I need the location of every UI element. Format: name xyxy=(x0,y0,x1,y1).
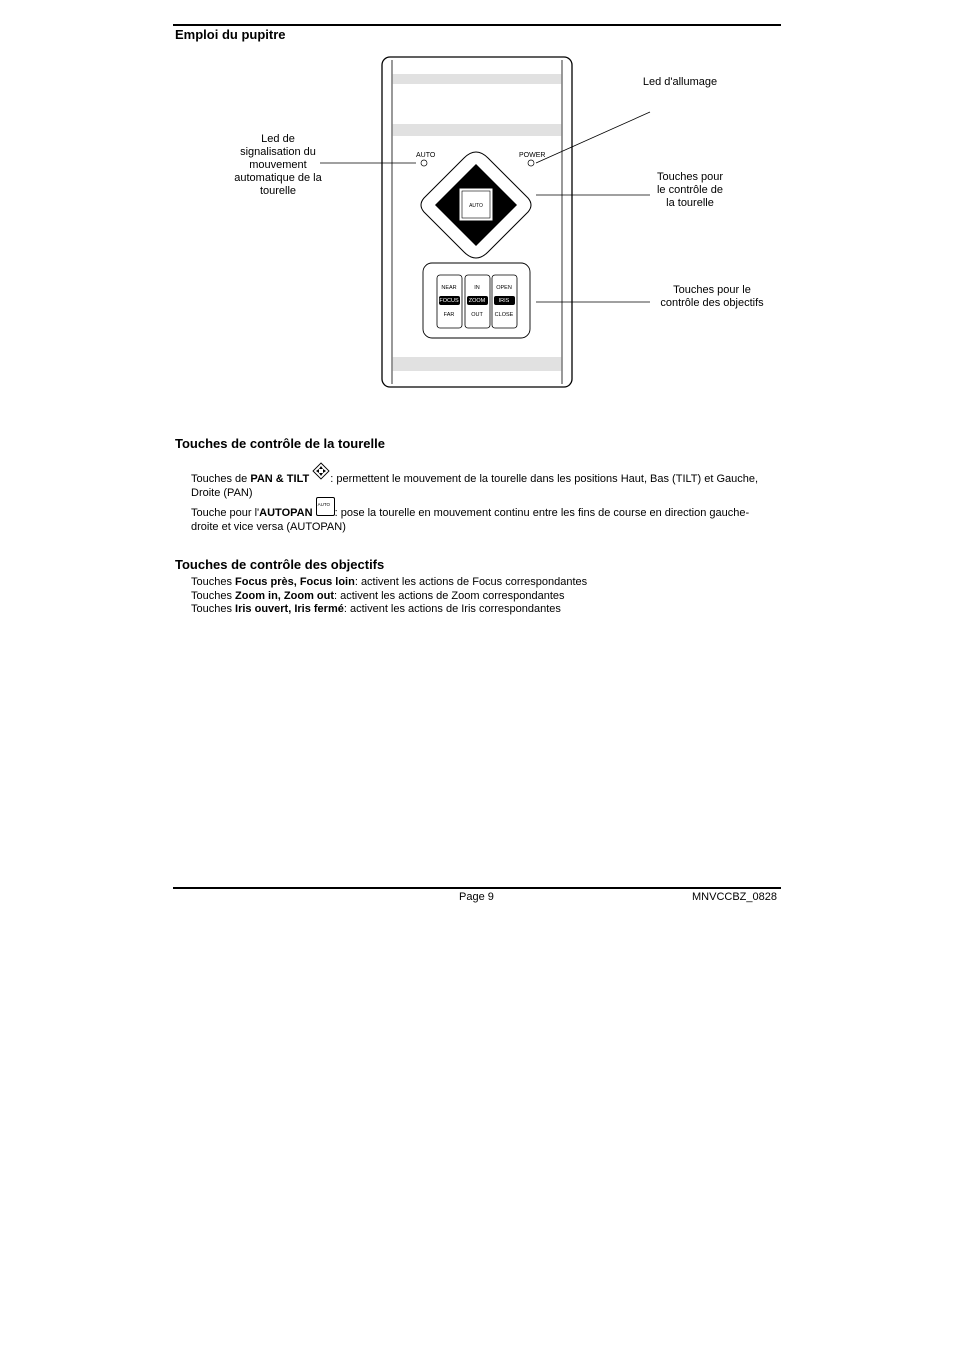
pan-tilt-icon xyxy=(312,462,330,480)
callout-power-led: Led d'allumage xyxy=(642,76,718,88)
zoom-out-label: OUT xyxy=(471,312,483,318)
lens-line-iris: Touches Iris ouvert, Iris fermé: activent les actions de Iris correspondantes xyxy=(191,603,561,615)
focus-label: FOCUS xyxy=(439,298,459,304)
callout-lens-keys: Touches pour le contrôle des objectifs xyxy=(660,284,764,309)
lens-line-focus: Touches Focus près, Focus loin: activent les actions de Focus correspondantes xyxy=(191,576,588,588)
focus-near-label: NEAR xyxy=(441,285,457,291)
power-led-label: POWER xyxy=(519,152,546,159)
iris-label: IRIS xyxy=(498,298,510,304)
autopan-key-label: AUTO xyxy=(469,203,483,209)
lens-lines xyxy=(191,576,791,617)
iris-close-label: CLOSE xyxy=(494,312,514,318)
bottom-grille xyxy=(392,358,562,370)
pan-tilt-paragraph: Touches de PAN & TILT : permettent le mouvement de la tourelle dans les positions Haut, Bas (TILT) et Gauche, Droite (PAN) xyxy=(191,462,791,500)
footer-doc-code: MNVCCBZ_0828 xyxy=(692,891,777,903)
section-title: Emploi du pupitre xyxy=(175,27,286,42)
footer-page-number: Page 9 xyxy=(459,891,494,903)
autopan-paragraph: Touche pour l'AUTOPAN AUTO : pose la tourelle en mouvement continu entre les fins de course en direction gauche- droite et vice versa (AUTOPAN) xyxy=(191,497,791,534)
zoom-in-label: IN xyxy=(474,285,480,291)
lens-section-title: Touches de contrôle des objectifs xyxy=(175,557,385,572)
auto-led-label: AUTO xyxy=(416,152,436,159)
focus-far-label: FAR xyxy=(443,312,455,318)
zoom-label: ZOOM xyxy=(468,298,486,304)
iris-open-label: OPEN xyxy=(496,285,512,291)
footer-rule xyxy=(173,887,781,889)
power-led xyxy=(528,160,534,166)
control-desk-diagram xyxy=(0,0,954,420)
autopan-icon: AUTO xyxy=(316,497,335,516)
lens-line-zoom: Touches Zoom in, Zoom out: activent les actions de Zoom correspondantes xyxy=(191,589,565,602)
callout-auto-led: Led de signalisation du mouvement automatique de la tourelle xyxy=(234,133,322,197)
auto-led xyxy=(421,160,427,166)
callout-turret-keys: Touches pour le contrôle de la tourelle xyxy=(656,171,724,209)
turret-section-title: Touches de contrôle de la tourelle xyxy=(175,436,385,451)
